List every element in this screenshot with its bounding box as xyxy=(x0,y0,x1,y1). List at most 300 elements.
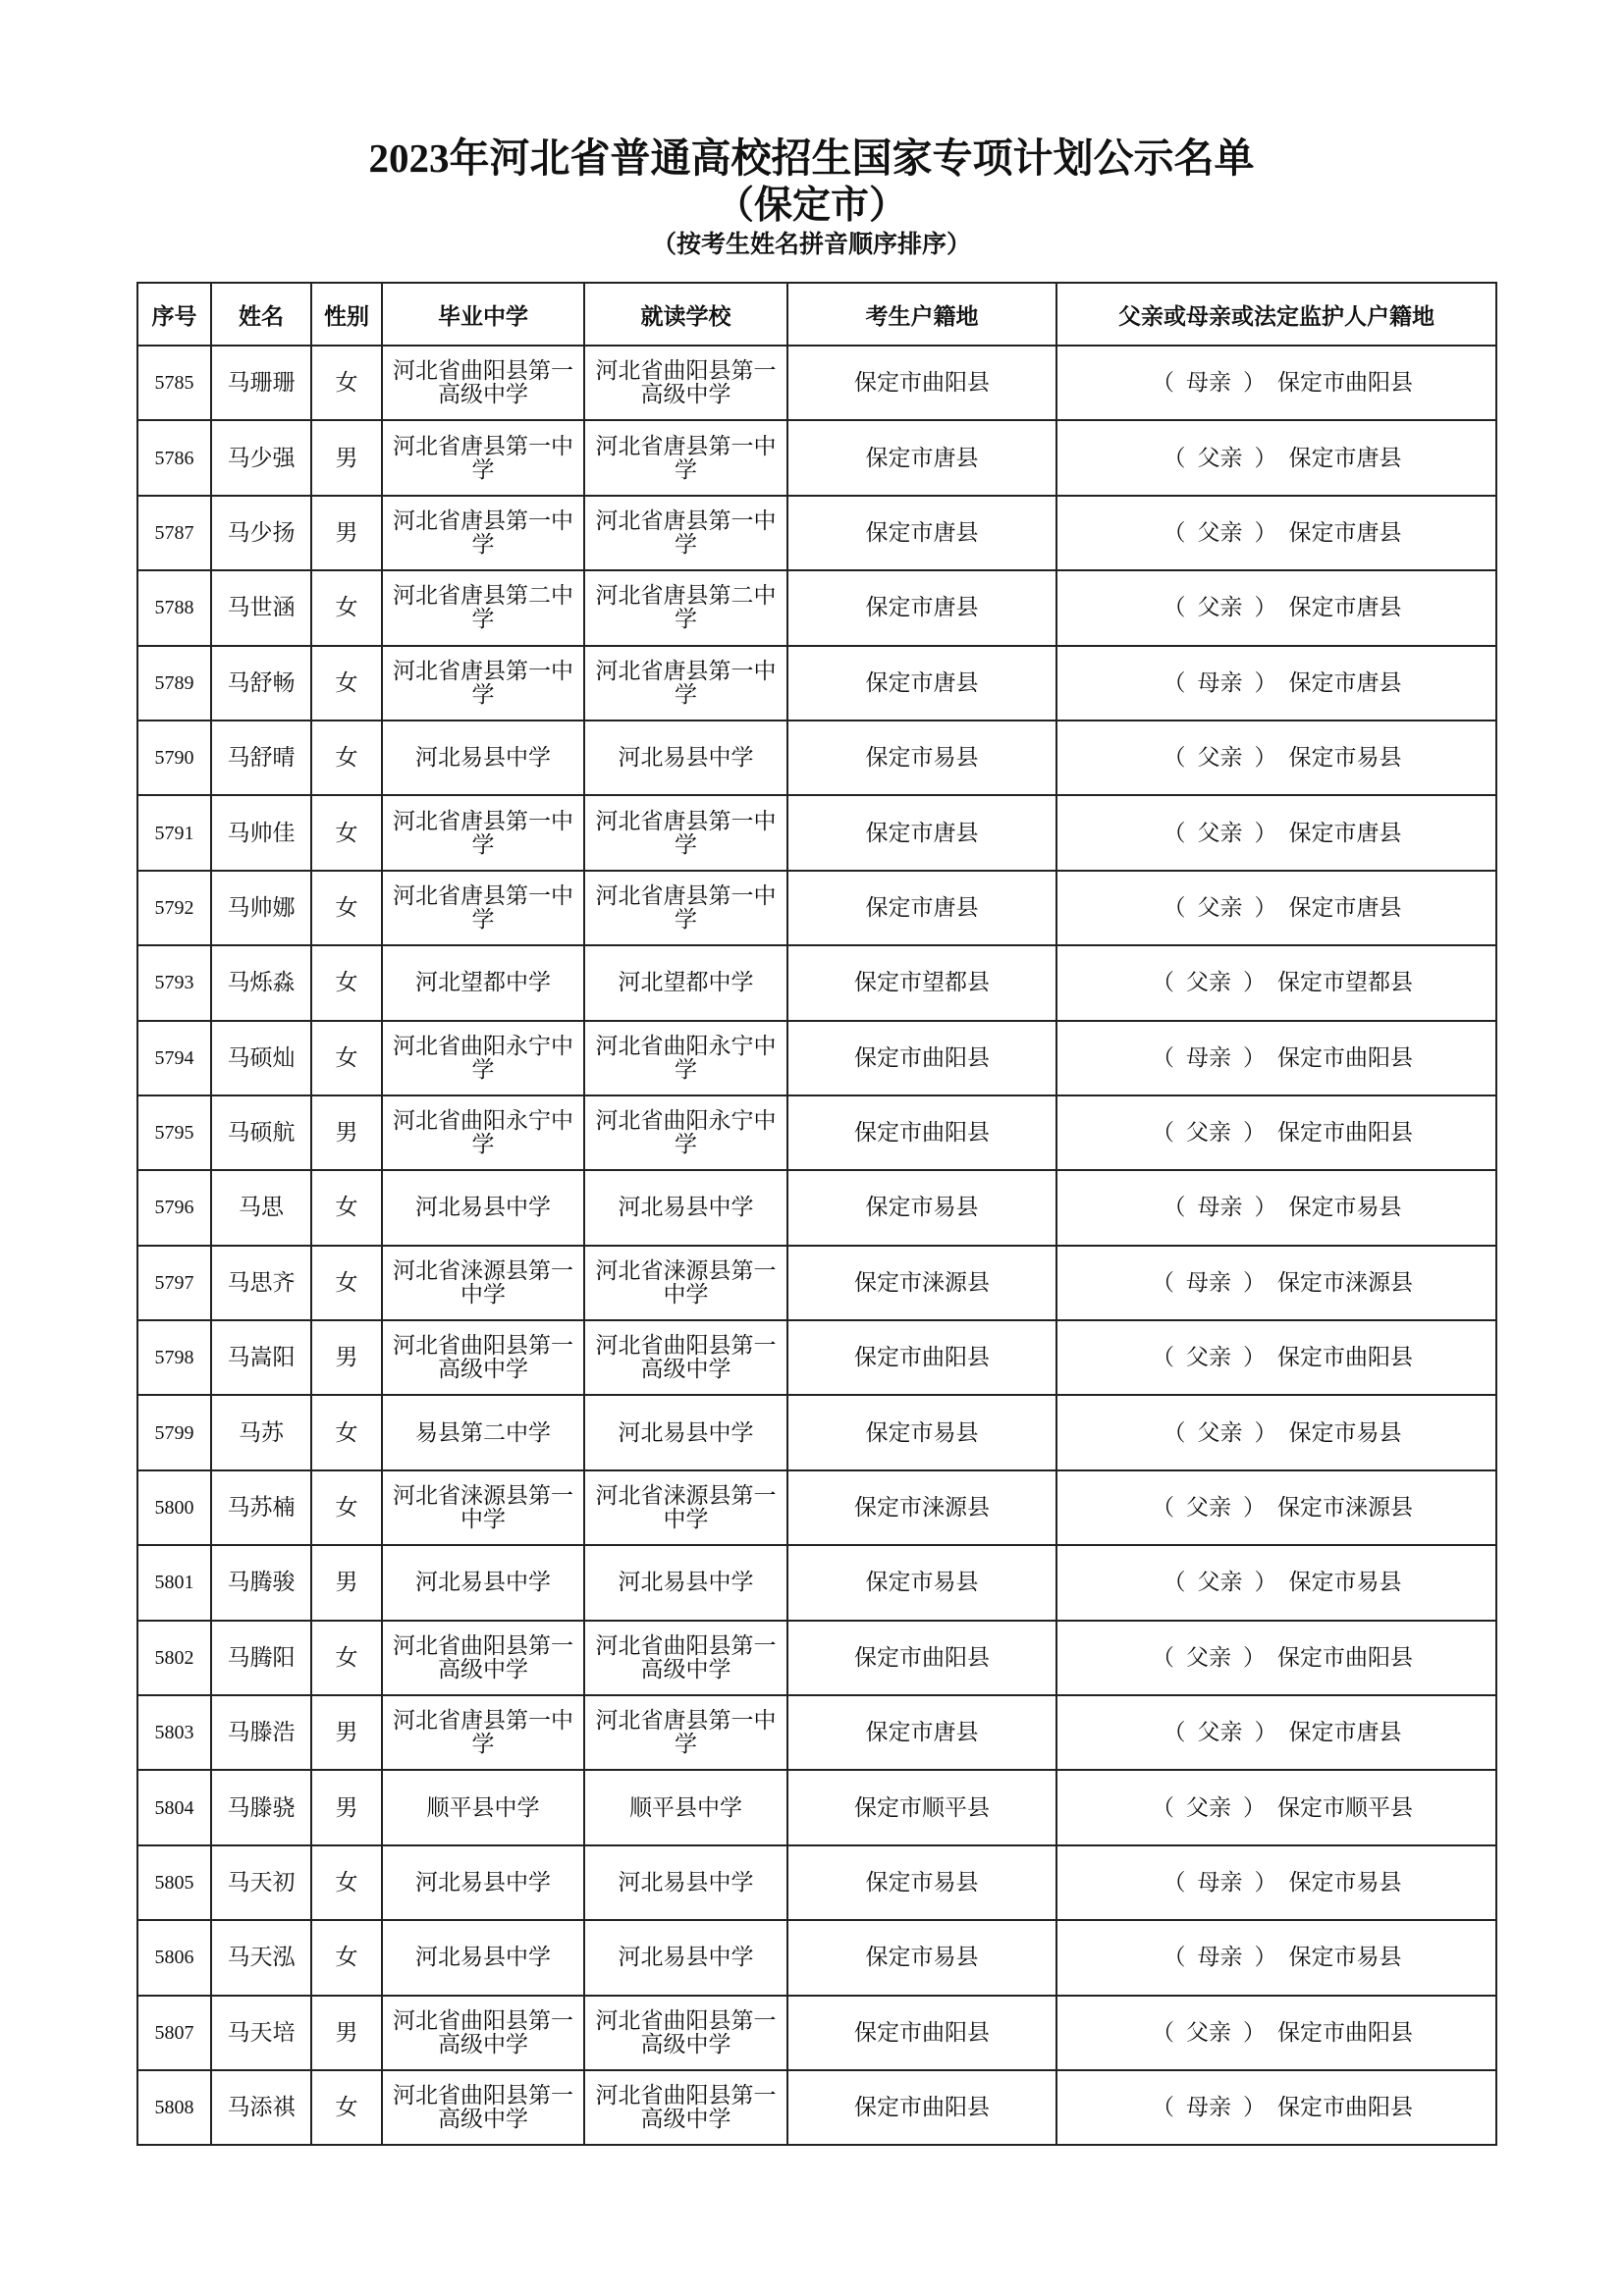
close-paren: ） xyxy=(1254,595,1277,621)
cell-grad-school: 河北易县中学 xyxy=(382,1920,584,1995)
cell-gender: 女 xyxy=(311,646,382,721)
guardian-relation: 父亲 xyxy=(1186,1120,1231,1147)
cell-current-school: 河北省涞源县第一中学 xyxy=(584,1246,787,1320)
open-paren: （ xyxy=(1163,1195,1186,1221)
cell-current-school: 河北省曲阳县第一高级中学 xyxy=(584,1996,787,2070)
cell-hukou: 保定市唐县 xyxy=(787,646,1056,721)
guardian-relation: 母亲 xyxy=(1186,1044,1231,1071)
cell-grad-school: 河北省涞源县第一中学 xyxy=(382,1246,584,1320)
cell-current-school: 河北省曲阳县第一高级中学 xyxy=(584,346,787,420)
cell-guardian-hukou xyxy=(1056,871,1496,945)
open-paren: （ xyxy=(1163,519,1186,546)
guardian-relation: 父亲 xyxy=(1186,1644,1231,1671)
close-paren: ） xyxy=(1254,1720,1277,1746)
cell-seq: 5793 xyxy=(137,945,211,1020)
cell-grad-school: 河北省唐县第一中学 xyxy=(382,871,584,945)
cell-guardian-hukou xyxy=(1056,721,1496,795)
table-row xyxy=(137,1920,1496,1995)
close-paren: ） xyxy=(1254,1870,1277,1896)
table-row xyxy=(137,721,1496,795)
table-row xyxy=(137,496,1496,570)
cell-name: 马思齐 xyxy=(211,1246,311,1320)
cell-seq: 5788 xyxy=(137,570,211,645)
guardian-hukou-place: 保定市唐县 xyxy=(1288,669,1402,696)
cell-hukou: 保定市曲阳县 xyxy=(787,1021,1056,1095)
table-row xyxy=(137,1695,1496,1770)
cell-grad-school: 河北省曲阳县第一高级中学 xyxy=(382,346,584,420)
close-paren: ） xyxy=(1243,1794,1266,1821)
guardian-relation: 父亲 xyxy=(1197,820,1243,846)
table-row xyxy=(137,1470,1496,1545)
cell-name: 马苏楠 xyxy=(211,1470,311,1545)
open-paren: （ xyxy=(1152,370,1174,397)
header-name: 姓名 xyxy=(211,283,311,346)
table-row xyxy=(137,1621,1496,1695)
cell-grad-school: 河北省唐县第一中学 xyxy=(382,795,584,870)
cell-grad-school: 顺平县中学 xyxy=(382,1770,584,1844)
cell-guardian-hukou xyxy=(1056,420,1496,495)
guardian-hukou-place: 保定市易县 xyxy=(1288,1419,1402,1446)
cell-current-school: 河北易县中学 xyxy=(584,1920,787,1995)
cell-gender: 女 xyxy=(311,346,382,420)
cell-current-school: 河北易县中学 xyxy=(584,1170,787,1245)
cell-name: 马添祺 xyxy=(211,2070,311,2145)
cell-grad-school: 易县第二中学 xyxy=(382,1395,584,1469)
cell-gender: 女 xyxy=(311,1021,382,1095)
cell-current-school: 河北易县中学 xyxy=(584,721,787,795)
header-grad-school: 毕业中学 xyxy=(382,283,584,346)
cell-current-school: 河北易县中学 xyxy=(584,1395,787,1469)
open-paren: （ xyxy=(1163,595,1186,621)
guardian-relation: 父亲 xyxy=(1197,595,1243,621)
cell-name: 马天培 xyxy=(211,1996,311,2070)
cell-seq: 5792 xyxy=(137,871,211,945)
cell-name: 马世涵 xyxy=(211,570,311,645)
cell-gender: 女 xyxy=(311,1395,382,1469)
close-paren: ） xyxy=(1243,1644,1266,1671)
cell-grad-school: 河北省曲阳县第一高级中学 xyxy=(382,1621,584,1695)
cell-current-school: 河北省曲阳县第一高级中学 xyxy=(584,2070,787,2145)
cell-name: 马帅娜 xyxy=(211,871,311,945)
cell-gender: 女 xyxy=(311,721,382,795)
header-hukou: 考生户籍地 xyxy=(787,283,1056,346)
cell-seq: 5802 xyxy=(137,1621,211,1695)
open-paren: （ xyxy=(1152,2095,1174,2121)
close-paren: ） xyxy=(1254,820,1277,846)
cell-grad-school: 河北省曲阳永宁中学 xyxy=(382,1095,584,1170)
cell-current-school: 河北省涞源县第一中学 xyxy=(584,1470,787,1545)
cell-name: 马舒畅 xyxy=(211,646,311,721)
table-row xyxy=(137,1246,1496,1320)
cell-gender: 男 xyxy=(311,1996,382,2070)
table-row xyxy=(137,1320,1496,1395)
cell-hukou: 保定市涞源县 xyxy=(787,1246,1056,1320)
guardian-hukou-place: 保定市曲阳县 xyxy=(1277,1644,1413,1671)
header-row xyxy=(137,283,1496,346)
guardian-hukou-place: 保定市曲阳县 xyxy=(1277,2019,1413,2046)
cell-seq: 5786 xyxy=(137,420,211,495)
open-paren: （ xyxy=(1152,1644,1174,1671)
cell-name: 马硕灿 xyxy=(211,1021,311,1095)
cell-hukou: 保定市曲阳县 xyxy=(787,1621,1056,1695)
table-row xyxy=(137,2070,1496,2145)
close-paren: ） xyxy=(1254,519,1277,546)
table-row xyxy=(137,646,1496,721)
guardian-relation: 父亲 xyxy=(1197,894,1243,921)
guardian-hukou-place: 保定市涞源县 xyxy=(1277,1495,1413,1522)
cell-seq: 5808 xyxy=(137,2070,211,2145)
cell-guardian-hukou xyxy=(1056,1845,1496,1920)
cell-guardian-hukou xyxy=(1056,1545,1496,1620)
cell-current-school: 河北省曲阳永宁中学 xyxy=(584,1095,787,1170)
cell-grad-school: 河北省涞源县第一中学 xyxy=(382,1470,584,1545)
guardian-hukou-place: 保定市易县 xyxy=(1288,1870,1402,1896)
cell-guardian-hukou xyxy=(1056,1770,1496,1844)
guardian-hukou-place: 保定市唐县 xyxy=(1288,894,1402,921)
guardian-relation: 父亲 xyxy=(1197,1570,1243,1596)
cell-name: 马少扬 xyxy=(211,496,311,570)
table-row xyxy=(137,1170,1496,1245)
cell-grad-school: 河北望都中学 xyxy=(382,945,584,1020)
guardian-relation: 父亲 xyxy=(1197,445,1243,471)
guardian-relation: 母亲 xyxy=(1197,1195,1243,1221)
guardian-relation: 父亲 xyxy=(1197,1720,1243,1746)
cell-guardian-hukou xyxy=(1056,1095,1496,1170)
guardian-hukou-place: 保定市唐县 xyxy=(1288,820,1402,846)
cell-hukou: 保定市易县 xyxy=(787,721,1056,795)
cell-gender: 男 xyxy=(311,1770,382,1844)
guardian-relation: 父亲 xyxy=(1186,2019,1231,2046)
cell-guardian-hukou xyxy=(1056,1470,1496,1545)
cell-current-school: 河北望都中学 xyxy=(584,945,787,1020)
cell-current-school: 河北省曲阳永宁中学 xyxy=(584,1021,787,1095)
open-paren: （ xyxy=(1163,1945,1186,1971)
cell-current-school: 河北省曲阳县第一高级中学 xyxy=(584,1320,787,1395)
cell-seq: 5801 xyxy=(137,1545,211,1620)
cell-guardian-hukou xyxy=(1056,1996,1496,2070)
header-guardian-hukou: 父亲或母亲或法定监护人户籍地 xyxy=(1056,283,1496,346)
open-paren: （ xyxy=(1152,1495,1174,1522)
cell-guardian-hukou xyxy=(1056,795,1496,870)
table-row xyxy=(137,1545,1496,1620)
guardian-relation: 父亲 xyxy=(1186,1495,1231,1522)
cell-seq: 5800 xyxy=(137,1470,211,1545)
cell-guardian-hukou xyxy=(1056,570,1496,645)
cell-seq: 5807 xyxy=(137,1996,211,2070)
table-row xyxy=(137,570,1496,645)
guardian-relation: 父亲 xyxy=(1186,1345,1231,1371)
cell-hukou: 保定市顺平县 xyxy=(787,1770,1056,1844)
cell-name: 马帅佳 xyxy=(211,795,311,870)
cell-grad-school: 河北省曲阳永宁中学 xyxy=(382,1021,584,1095)
guardian-relation: 母亲 xyxy=(1197,669,1243,696)
guardian-hukou-place: 保定市易县 xyxy=(1288,1195,1402,1221)
cell-hukou: 保定市涞源县 xyxy=(787,1470,1056,1545)
cell-seq: 5799 xyxy=(137,1395,211,1469)
cell-current-school: 河北省唐县第一中学 xyxy=(584,496,787,570)
cell-gender: 男 xyxy=(311,1545,382,1620)
close-paren: ） xyxy=(1254,745,1277,772)
cell-name: 马苏 xyxy=(211,1395,311,1469)
guardian-hukou-place: 保定市唐县 xyxy=(1288,519,1402,546)
cell-current-school: 顺平县中学 xyxy=(584,1770,787,1844)
cell-gender: 男 xyxy=(311,1695,382,1770)
cell-seq: 5805 xyxy=(137,1845,211,1920)
cell-hukou: 保定市唐县 xyxy=(787,795,1056,870)
cell-gender: 男 xyxy=(311,1320,382,1395)
guardian-relation: 父亲 xyxy=(1197,1419,1243,1446)
cell-name: 马滕骁 xyxy=(211,1770,311,1844)
guardian-hukou-place: 保定市易县 xyxy=(1288,1570,1402,1596)
cell-gender: 女 xyxy=(311,2070,382,2145)
guardian-hukou-place: 保定市唐县 xyxy=(1288,445,1402,471)
table-row xyxy=(137,1095,1496,1170)
table-row xyxy=(137,420,1496,495)
cell-grad-school: 河北易县中学 xyxy=(382,1170,584,1245)
roster-table xyxy=(136,282,1497,2146)
cell-hukou: 保定市易县 xyxy=(787,1545,1056,1620)
cell-name: 马天初 xyxy=(211,1845,311,1920)
guardian-relation: 母亲 xyxy=(1186,1269,1231,1296)
guardian-hukou-place: 保定市曲阳县 xyxy=(1277,1120,1413,1147)
cell-hukou: 保定市易县 xyxy=(787,1845,1056,1920)
close-paren: ） xyxy=(1243,2019,1266,2046)
cell-guardian-hukou xyxy=(1056,945,1496,1020)
cell-current-school: 河北易县中学 xyxy=(584,1545,787,1620)
cell-current-school: 河北省唐县第一中学 xyxy=(584,420,787,495)
cell-seq: 5787 xyxy=(137,496,211,570)
cell-current-school: 河北省唐县第一中学 xyxy=(584,795,787,870)
cell-grad-school: 河北易县中学 xyxy=(382,1845,584,1920)
cell-hukou: 保定市唐县 xyxy=(787,420,1056,495)
cell-grad-school: 河北省唐县第一中学 xyxy=(382,646,584,721)
cell-guardian-hukou xyxy=(1056,1021,1496,1095)
cell-current-school: 河北省唐县第二中学 xyxy=(584,570,787,645)
cell-hukou: 保定市曲阳县 xyxy=(787,1320,1056,1395)
cell-hukou: 保定市易县 xyxy=(787,1395,1056,1469)
cell-gender: 男 xyxy=(311,496,382,570)
cell-hukou: 保定市唐县 xyxy=(787,496,1056,570)
guardian-hukou-place: 保定市曲阳县 xyxy=(1277,1345,1413,1371)
cell-gender: 女 xyxy=(311,795,382,870)
close-paren: ） xyxy=(1254,1570,1277,1596)
cell-current-school: 河北省唐县第一中学 xyxy=(584,646,787,721)
table-row xyxy=(137,1845,1496,1920)
cell-seq: 5798 xyxy=(137,1320,211,1395)
cell-grad-school: 河北省曲阳县第一高级中学 xyxy=(382,1320,584,1395)
close-paren: ） xyxy=(1243,1495,1266,1522)
cell-guardian-hukou xyxy=(1056,1170,1496,1245)
cell-name: 马腾骏 xyxy=(211,1545,311,1620)
cell-gender: 男 xyxy=(311,420,382,495)
guardian-relation: 父亲 xyxy=(1186,970,1231,996)
cell-guardian-hukou xyxy=(1056,496,1496,570)
guardian-hukou-place: 保定市曲阳县 xyxy=(1277,370,1413,397)
cell-current-school: 河北易县中学 xyxy=(584,1845,787,1920)
cell-grad-school: 河北省唐县第一中学 xyxy=(382,420,584,495)
close-paren: ） xyxy=(1254,1945,1277,1971)
open-paren: （ xyxy=(1152,1044,1174,1071)
cell-guardian-hukou xyxy=(1056,2070,1496,2145)
cell-hukou: 保定市望都县 xyxy=(787,945,1056,1020)
guardian-relation: 父亲 xyxy=(1197,745,1243,772)
cell-gender: 男 xyxy=(311,1095,382,1170)
cell-hukou: 保定市易县 xyxy=(787,1920,1056,1995)
open-paren: （ xyxy=(1163,445,1186,471)
cell-seq: 5791 xyxy=(137,795,211,870)
cell-grad-school: 河北易县中学 xyxy=(382,721,584,795)
table-row xyxy=(137,871,1496,945)
cell-seq: 5795 xyxy=(137,1095,211,1170)
cell-gender: 女 xyxy=(311,1920,382,1995)
guardian-hukou-place: 保定市易县 xyxy=(1288,1945,1402,1971)
cell-guardian-hukou xyxy=(1056,1320,1496,1395)
close-paren: ） xyxy=(1254,894,1277,921)
cell-current-school: 河北省曲阳县第一高级中学 xyxy=(584,1621,787,1695)
cell-hukou: 保定市曲阳县 xyxy=(787,1095,1056,1170)
guardian-hukou-place: 保定市顺平县 xyxy=(1277,1794,1413,1821)
cell-guardian-hukou xyxy=(1056,1695,1496,1770)
cell-hukou: 保定市唐县 xyxy=(787,570,1056,645)
cell-name: 马舒晴 xyxy=(211,721,311,795)
close-paren: ） xyxy=(1254,445,1277,471)
cell-seq: 5796 xyxy=(137,1170,211,1245)
guardian-relation: 父亲 xyxy=(1186,1794,1231,1821)
cell-guardian-hukou xyxy=(1056,646,1496,721)
guardian-hukou-place: 保定市曲阳县 xyxy=(1277,2095,1413,2121)
open-paren: （ xyxy=(1163,1419,1186,1446)
cell-name: 马腾阳 xyxy=(211,1621,311,1695)
close-paren: ） xyxy=(1243,1269,1266,1296)
cell-name: 马思 xyxy=(211,1170,311,1245)
cell-grad-school: 河北省唐县第一中学 xyxy=(382,1695,584,1770)
cell-seq: 5789 xyxy=(137,646,211,721)
table-row xyxy=(137,1021,1496,1095)
cell-grad-school: 河北省唐县第一中学 xyxy=(382,496,584,570)
close-paren: ） xyxy=(1243,2095,1266,2121)
guardian-hukou-place: 保定市唐县 xyxy=(1288,595,1402,621)
table-row xyxy=(137,346,1496,420)
open-paren: （ xyxy=(1163,745,1186,772)
cell-gender: 女 xyxy=(311,871,382,945)
cell-seq: 5806 xyxy=(137,1920,211,1995)
guardian-relation: 母亲 xyxy=(1197,1945,1243,1971)
cell-guardian-hukou xyxy=(1056,1246,1496,1320)
open-paren: （ xyxy=(1163,1570,1186,1596)
table-row xyxy=(137,795,1496,870)
cell-seq: 5803 xyxy=(137,1695,211,1770)
guardian-hukou-place: 保定市唐县 xyxy=(1288,1720,1402,1746)
open-paren: （ xyxy=(1152,1269,1174,1296)
cell-grad-school: 河北省唐县第二中学 xyxy=(382,570,584,645)
cell-seq: 5785 xyxy=(137,346,211,420)
header-gender: 性别 xyxy=(311,283,382,346)
open-paren: （ xyxy=(1152,970,1174,996)
cell-gender: 女 xyxy=(311,1470,382,1545)
table-row xyxy=(137,945,1496,1020)
guardian-hukou-place: 保定市易县 xyxy=(1288,745,1402,772)
guardian-relation: 母亲 xyxy=(1186,2095,1231,2121)
table-row xyxy=(137,1770,1496,1844)
cell-name: 马滕浩 xyxy=(211,1695,311,1770)
cell-name: 马烁淼 xyxy=(211,945,311,1020)
close-paren: ） xyxy=(1243,970,1266,996)
guardian-relation: 母亲 xyxy=(1197,1870,1243,1896)
close-paren: ） xyxy=(1243,1044,1266,1071)
cell-gender: 女 xyxy=(311,1845,382,1920)
open-paren: （ xyxy=(1152,1345,1174,1371)
cell-hukou: 保定市唐县 xyxy=(787,1695,1056,1770)
cell-guardian-hukou xyxy=(1056,1395,1496,1469)
cell-guardian-hukou xyxy=(1056,346,1496,420)
open-paren: （ xyxy=(1152,1794,1174,1821)
close-paren: ） xyxy=(1243,1120,1266,1147)
cell-gender: 女 xyxy=(311,1170,382,1245)
page-title: 2023年河北省普通高校招生国家专项计划公示名单 xyxy=(368,135,1255,181)
cell-name: 马珊珊 xyxy=(211,346,311,420)
open-paren: （ xyxy=(1163,1720,1186,1746)
guardian-hukou-place: 保定市涞源县 xyxy=(1277,1269,1413,1296)
cell-hukou: 保定市曲阳县 xyxy=(787,346,1056,420)
guardian-hukou-place: 保定市望都县 xyxy=(1277,970,1413,996)
open-paren: （ xyxy=(1163,669,1186,696)
cell-gender: 女 xyxy=(311,1621,382,1695)
cell-name: 马硕航 xyxy=(211,1095,311,1170)
open-paren: （ xyxy=(1163,894,1186,921)
cell-current-school: 河北省唐县第一中学 xyxy=(584,871,787,945)
cell-guardian-hukou xyxy=(1056,1920,1496,1995)
cell-grad-school: 河北省曲阳县第一高级中学 xyxy=(382,1996,584,2070)
guardian-hukou-place: 保定市曲阳县 xyxy=(1277,1044,1413,1071)
cell-gender: 女 xyxy=(311,570,382,645)
header-seq: 序号 xyxy=(137,283,211,346)
cell-current-school: 河北省唐县第一中学 xyxy=(584,1695,787,1770)
close-paren: ） xyxy=(1254,1419,1277,1446)
close-paren: ） xyxy=(1254,1195,1277,1221)
close-paren: ） xyxy=(1254,669,1277,696)
table-row xyxy=(137,1996,1496,2070)
cell-seq: 5790 xyxy=(137,721,211,795)
cell-seq: 5804 xyxy=(137,1770,211,1844)
cell-seq: 5797 xyxy=(137,1246,211,1320)
open-paren: （ xyxy=(1163,1870,1186,1896)
cell-grad-school: 河北省曲阳县第一高级中学 xyxy=(382,2070,584,2145)
cell-guardian-hukou xyxy=(1056,1621,1496,1695)
close-paren: ） xyxy=(1243,370,1266,397)
cell-hukou: 保定市易县 xyxy=(787,1170,1056,1245)
cell-name: 马嵩阳 xyxy=(211,1320,311,1395)
cell-hukou: 保定市曲阳县 xyxy=(787,2070,1056,2145)
guardian-relation: 父亲 xyxy=(1197,519,1243,546)
cell-hukou: 保定市唐县 xyxy=(787,871,1056,945)
sort-note: （按考生姓名拼音顺序排序） xyxy=(651,230,971,258)
cell-gender: 女 xyxy=(311,945,382,1020)
cell-gender: 女 xyxy=(311,1246,382,1320)
cell-grad-school: 河北易县中学 xyxy=(382,1545,584,1620)
city-subtitle: （保定市） xyxy=(715,183,907,228)
cell-name: 马天泓 xyxy=(211,1920,311,1995)
open-paren: （ xyxy=(1152,1120,1174,1147)
cell-name: 马少强 xyxy=(211,420,311,495)
cell-seq: 5794 xyxy=(137,1021,211,1095)
header-current-school: 就读学校 xyxy=(584,283,787,346)
guardian-relation: 母亲 xyxy=(1186,370,1231,397)
open-paren: （ xyxy=(1152,2019,1174,2046)
open-paren: （ xyxy=(1163,820,1186,846)
cell-hukou: 保定市曲阳县 xyxy=(787,1996,1056,2070)
close-paren: ） xyxy=(1243,1345,1266,1371)
table-row xyxy=(137,1395,1496,1469)
